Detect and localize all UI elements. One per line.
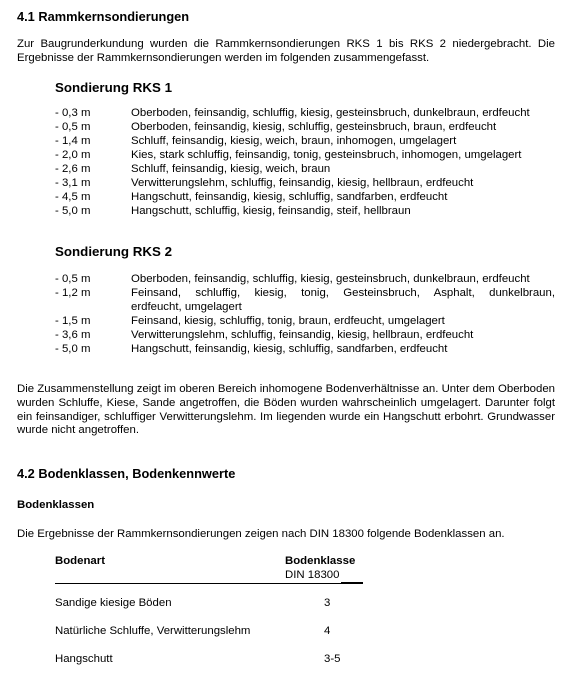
section-4-1-heading: 4.1 Rammkernsondierungen [17, 9, 190, 24]
layer-description: Oberboden, feinsandig, schluffig, kiesig, gesteinsbruch, dunkelbraun, erdfeucht [131, 273, 530, 285]
layer-description: erdfeucht, umgelagert [131, 301, 242, 313]
layer-description: Feinsand, schluffig, kiesig, tonig, Gesteinsbruch, Asphalt, dunkelbraun, [131, 287, 555, 299]
layer-depth: - 2,6 m [55, 163, 91, 175]
layer-description: Hangschutt, feinsandig, kiesig, schluffig, sandfarben, erdfeucht [131, 343, 448, 355]
layer-depth: - 0,5 m [55, 121, 91, 133]
table-cell-bodenart: Sandige kiesige Böden [55, 597, 172, 609]
table-header-rule-accent [341, 582, 363, 584]
layer-description: Hangschutt, schluffig, kiesig, feinsandig, steif, hellbraun [131, 205, 411, 217]
layer-depth: - 2,0 m [55, 149, 91, 161]
layer-description: Hangschutt, feinsandig, kiesig, schluffig, sandfarben, erdfeucht [131, 191, 448, 203]
layer-depth: - 3,6 m [55, 329, 91, 341]
layer-depth: - 1,4 m [55, 135, 91, 147]
layer-depth: - 1,2 m [55, 287, 91, 299]
layer-description: Schluff, feinsandig, kiesig, weich, braun [131, 163, 331, 175]
bodenklassen-intro: Die Ergebnisse der Rammkernsondierungen zeigen nach DIN 18300 folgende Bodenklassen an. [17, 528, 505, 540]
intro-paragraph: Zur Baugrunderkundung wurden die Rammkernsondierungen RKS 1 bis RKS 2 niedergebracht. Die Ergebnisse der Rammkernsondierungen werden im folgenden zusammengefasst. [17, 38, 555, 64]
table-header-rule [55, 583, 363, 584]
table-header-bodenart: Bodenart [55, 555, 105, 567]
layer-depth: - 3,1 m [55, 177, 91, 189]
rks1-heading: Sondierung RKS 1 [55, 80, 172, 95]
layer-depth: - 0,5 m [55, 273, 91, 285]
table-cell-bodenart: Natürliche Schluffe, Verwitterungslehm [55, 625, 251, 637]
table-cell-bodenklasse: 4 [324, 625, 331, 637]
table-header-din: DIN 18300 [285, 569, 340, 581]
layer-depth: - 5,0 m [55, 343, 91, 355]
layer-description: Feinsand, kiesig, schluffig, tonig, braun, erdfeucht, umgelagert [131, 315, 445, 327]
summary-paragraph: Die Zusammenstellung zeigt im oberen Bereich inhomogene Bodenverhältnisse an. Unter dem Oberboden wurden Schluffe, Kiese, Sande angetroffen, die Böden wurden wahrscheinlich umgelagert. Darunter folgt ein feinsandiger, schluffiger Verwitterungslehm. Im liegenden wurde ein Hangschutt erbohrt. Grundwasser wurde nicht angetroffen. [17, 383, 555, 437]
layer-description: Kies, stark schluffig, feinsandig, tonig, gesteinsbruch, inhomogen, umgelagert [131, 149, 522, 161]
layer-depth: - 5,0 m [55, 205, 91, 217]
table-cell-bodenart: Hangschutt [55, 653, 113, 665]
rks2-heading: Sondierung RKS 2 [55, 244, 172, 259]
section-4-2-heading: 4.2 Bodenklassen, Bodenkennwerte [17, 466, 236, 481]
layer-description: Oberboden, feinsandig, kiesig, schluffig, gesteinsbruch, braun, erdfeucht [131, 121, 497, 133]
layer-depth: - 0,3 m [55, 107, 91, 119]
table-header-bodenklasse: Bodenklasse [285, 555, 356, 567]
bodenklassen-heading: Bodenklassen [17, 499, 95, 511]
layer-description: Schluff, feinsandig, kiesig, weich, braun, inhomogen, umgelagert [131, 135, 457, 147]
layer-description: Verwitterungslehm, schluffig, feinsandig, kiesig, hellbraun, erdfeucht [131, 177, 474, 189]
table-cell-bodenklasse: 3-5 [324, 653, 341, 665]
layer-depth: - 4,5 m [55, 191, 91, 203]
layer-depth: - 1,5 m [55, 315, 91, 327]
table-cell-bodenklasse: 3 [324, 597, 331, 609]
layer-description: Verwitterungslehm, schluffig, feinsandig, kiesig, hellbraun, erdfeucht [131, 329, 474, 341]
layer-description: Oberboden, feinsandig, schluffig, kiesig, gesteinsbruch, dunkelbraun, erdfeucht [131, 107, 530, 119]
